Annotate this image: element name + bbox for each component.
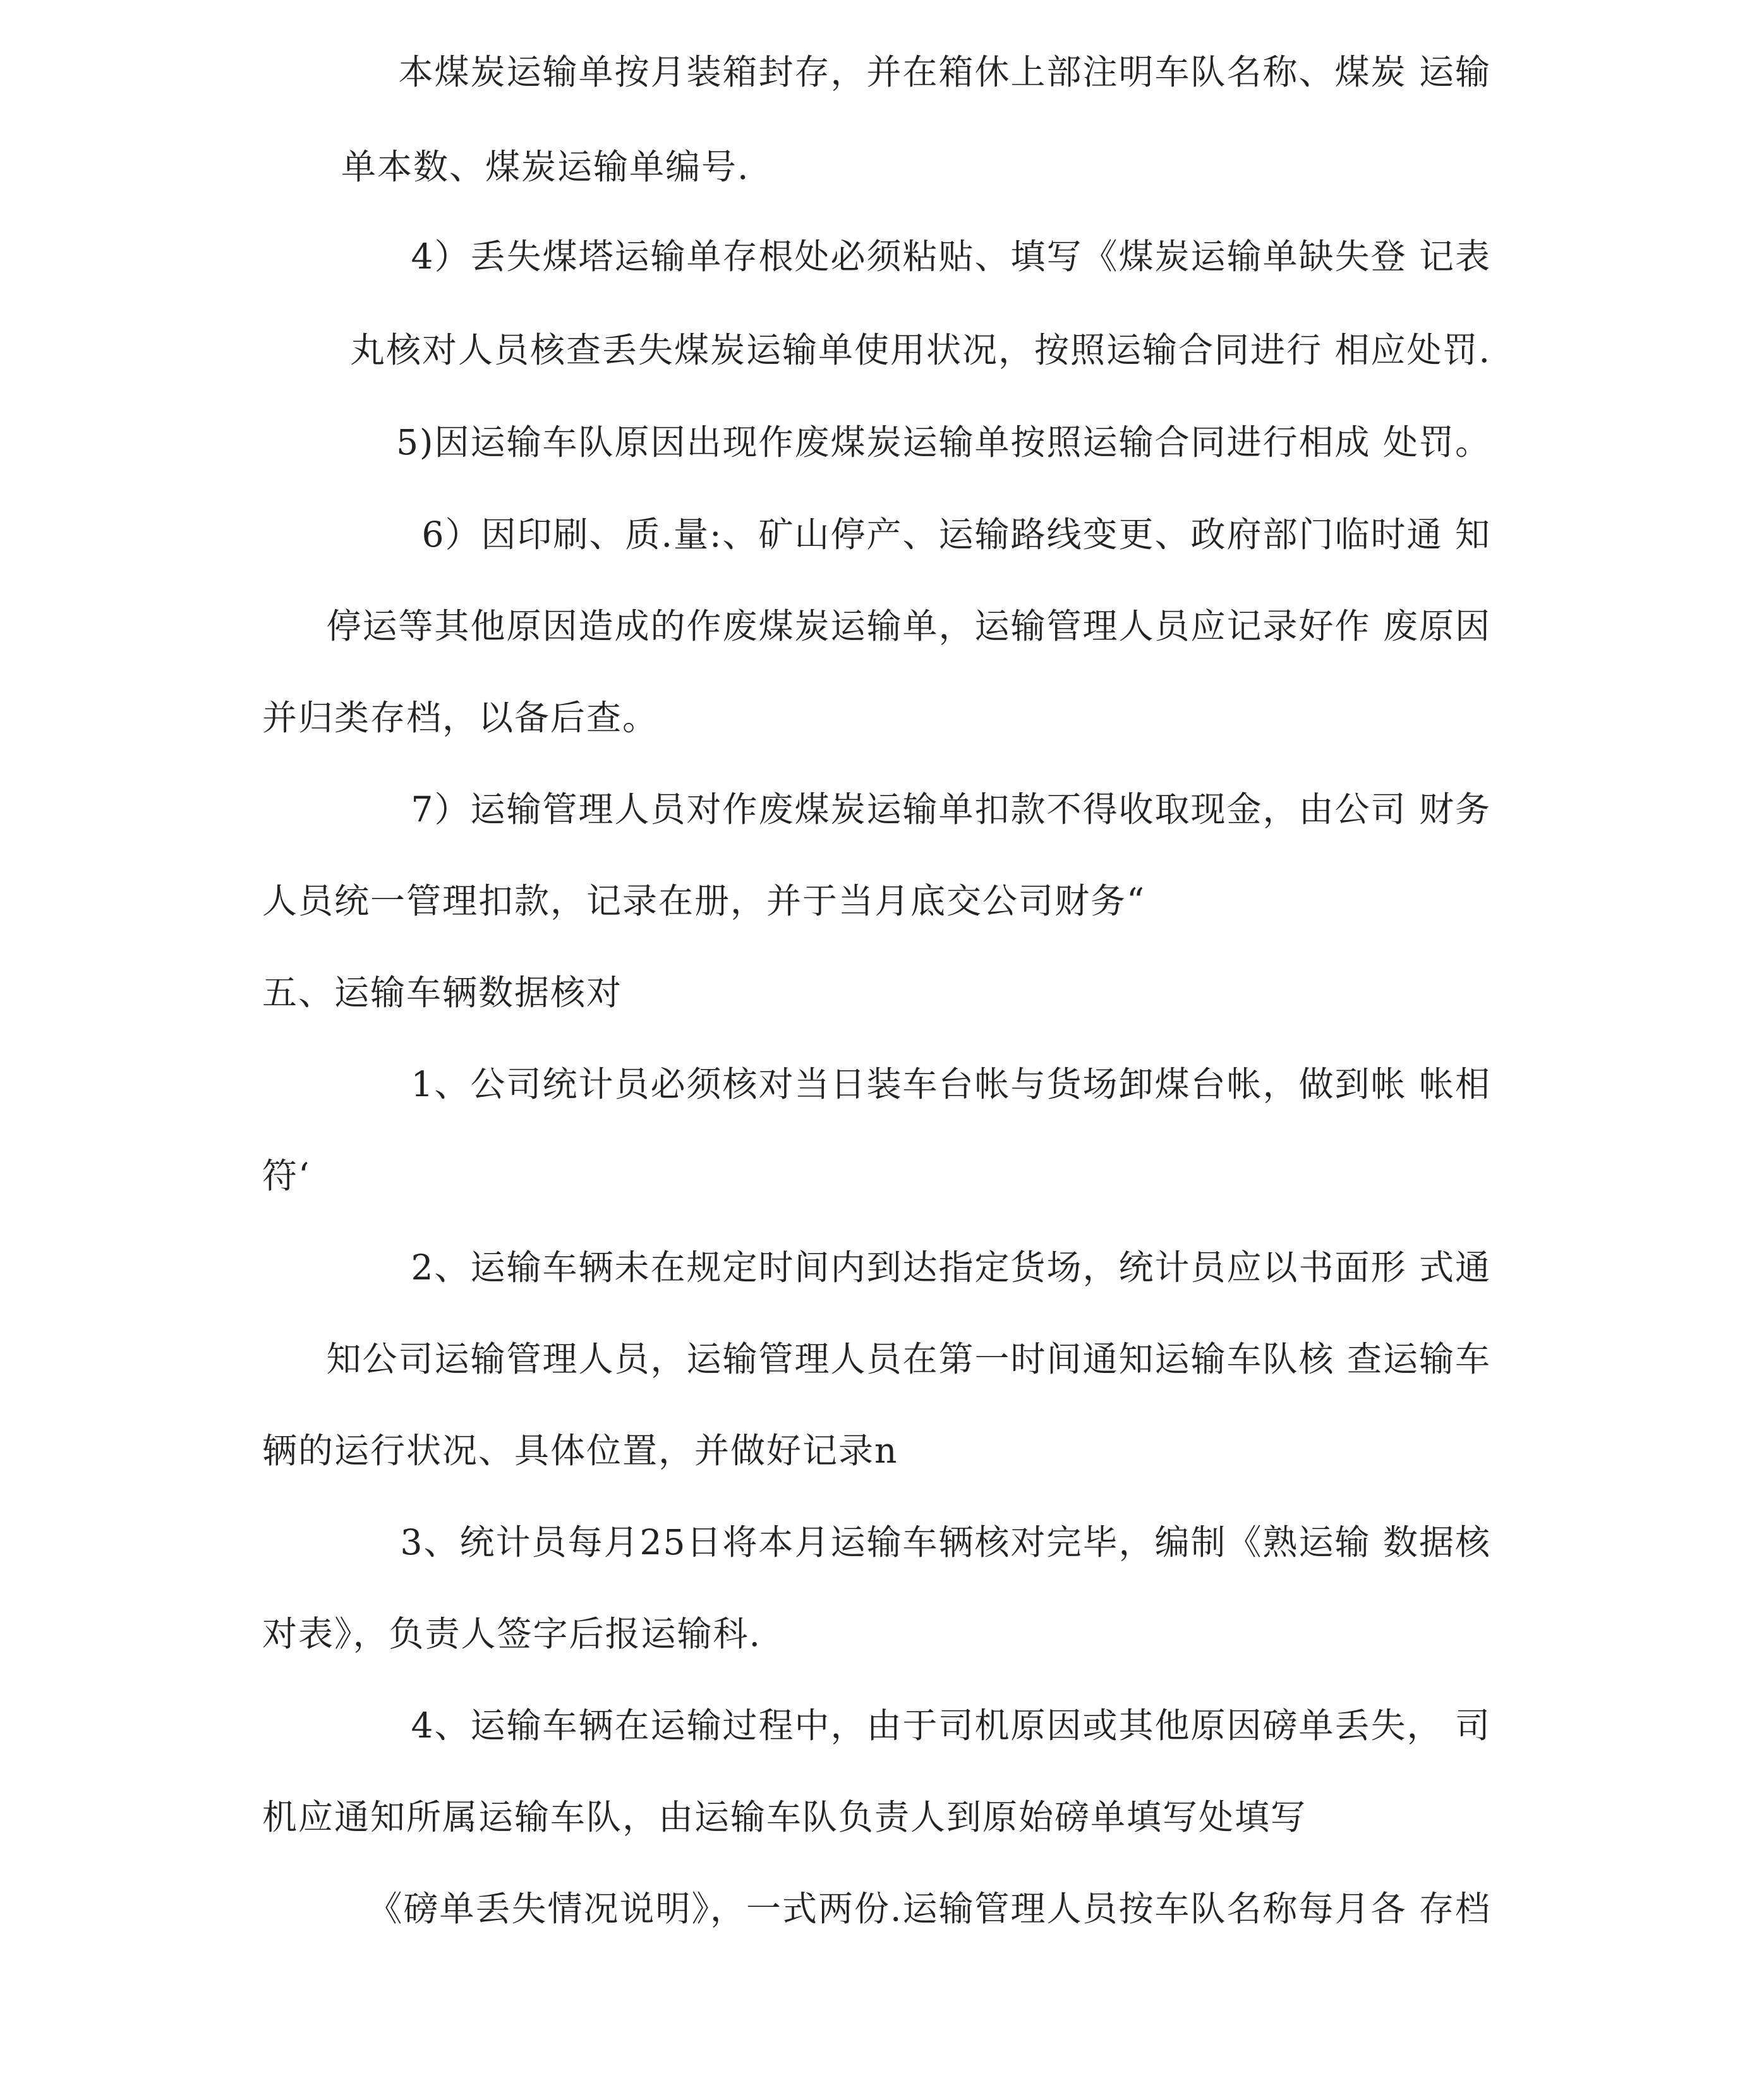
text-line-21: 《磅单丢失情况说明》，一式两份.运输管理人员按车队名称每月各 存档 — [367, 1889, 1491, 1929]
text-line-17: 3、统计员每月25日将本月运输车辆核对完毕，编制《熟运输 数据核 — [400, 1522, 1491, 1562]
text-line-13: 符‘ — [262, 1156, 311, 1196]
text-line-4: 丸核对人员核查丢失煤炭运输单使用状况，按照运输合同进行 相应处罚. — [350, 330, 1491, 370]
section-heading: 五、运输车辆数据核对 — [262, 972, 623, 1013]
text-line-15: 知公司运输管理人员，运输管理人员在第一时间通知运输车队核 查运输车 — [326, 1339, 1491, 1379]
text-line-6: 6）因印刷、质.量:、矿山停产、运输路线变更、政府部门临时通 知 — [421, 514, 1491, 555]
text-line-3: 4）丢失煤塔运输单存根处必须粘贴、填写《煤炭运输单缺失登 记表 — [411, 236, 1491, 277]
text-line-8: 并归类存档，以备后查。 — [262, 698, 659, 738]
text-line-2: 单本数、煤炭运输单编号. — [341, 147, 750, 187]
text-line-10: 人员统一管理扣款，记录在册，并于当月底交公司财务“ — [262, 881, 1146, 921]
text-line-5: 5)因运输车队原因出现作废煤炭运输单按照运输合同进行相成 处罚。 — [396, 422, 1491, 462]
text-line-1: 本煤炭运输单按月装箱封存，并在箱休上部注明车队名称、煤炭 运输 — [398, 52, 1491, 92]
text-line-7: 停运等其他原因造成的作废煤炭运输单，运输管理人员应记录好作 废原因 — [326, 606, 1491, 646]
text-line-12: 1、公司统计员必须核对当日装车台帐与货场卸煤台帐，做到帐 帐相 — [411, 1064, 1491, 1104]
text-line-16: 辆的运行状况、具体位置，并做好记录n — [262, 1430, 898, 1471]
text-line-14: 2、运输车辆未在规定时间内到达指定货场，统计员应以书面形 式通 — [411, 1247, 1491, 1288]
text-line-19: 4、运输车辆在运输过程中，由于司机原因或其他原因磅单丢失， 司 — [411, 1705, 1491, 1746]
text-line-18: 对表》，负责人签字后报运输科. — [262, 1614, 761, 1654]
text-line-9: 7）运输管理人员对作废煤炭运输单扣款不得收取现金，由公司 财务 — [411, 789, 1491, 830]
text-line-20: 机应通知所属运输车队，由运输车队负责人到原始磅单填写处填写 — [262, 1797, 1307, 1837]
